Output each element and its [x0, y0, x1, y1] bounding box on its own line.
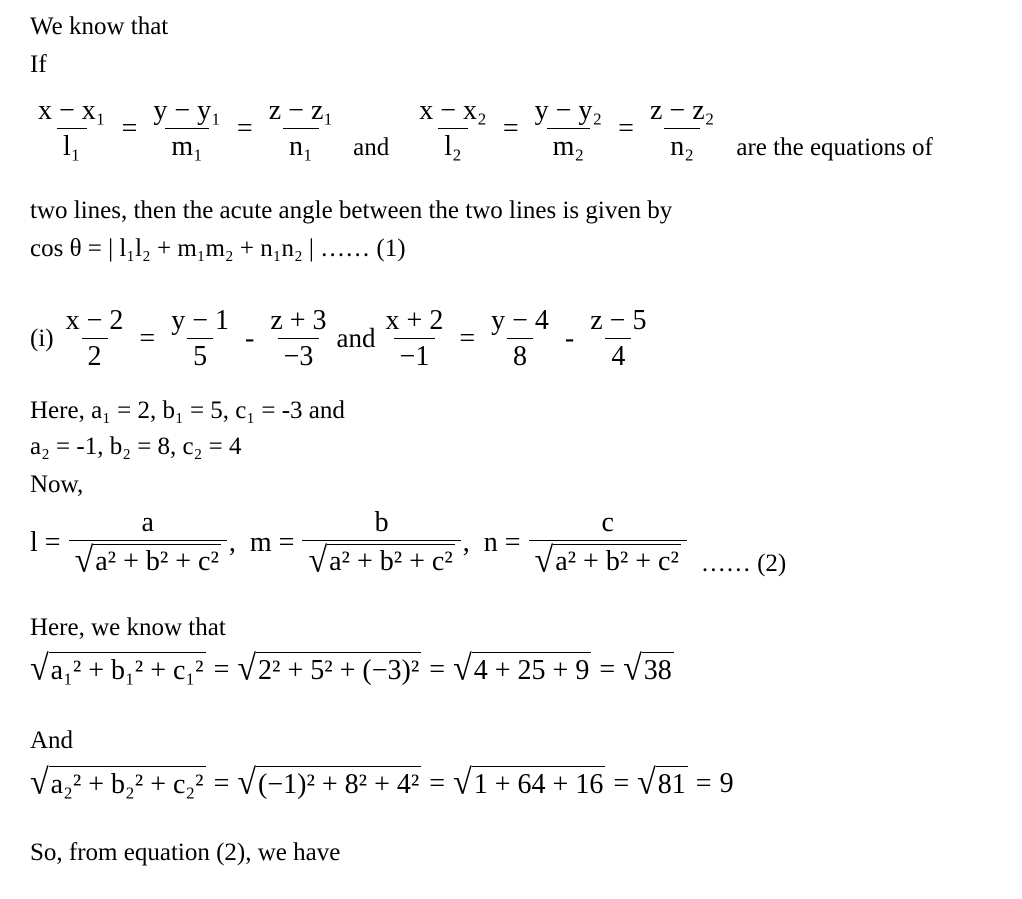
frac-den: −1	[394, 338, 436, 371]
frac-den: 8	[507, 338, 533, 371]
text-we-know: We know that	[30, 13, 169, 40]
general-equations	[30, 96, 933, 162]
frac-den: l₁	[57, 128, 87, 161]
label-n: n =	[483, 527, 521, 559]
frac-num: z − z₁	[268, 95, 334, 126]
final-value: 9	[719, 767, 734, 799]
calc-line-1: √ a₁² + b₁² + c₁² = √ 2² + 5² + (−3)² = √ 4 + 25 + 9 = √ 38	[30, 649, 672, 688]
equals-sign: =	[618, 112, 634, 144]
frac-n	[529, 507, 687, 581]
frac-z2	[644, 96, 720, 162]
sqrt-mid: √ 2² + 5² + (−3)²	[237, 649, 420, 688]
frac-num: z − 5	[590, 305, 647, 336]
frac-b	[165, 306, 235, 372]
text-and: and	[336, 323, 376, 354]
frac-c	[264, 306, 332, 372]
sqrt-result: √ 38	[623, 649, 672, 688]
text-two-lines: two lines, then the acute angle between the two lines is given by	[30, 197, 673, 224]
frac-f	[584, 306, 652, 372]
lmn-formulas: l = a √ a² + b² + c² , m = b √ a² + b² + c² , n = c √ a² + b² + c² …… (2)	[30, 507, 787, 581]
frac-d	[380, 306, 450, 372]
frac-num: y − y₁	[153, 95, 221, 126]
equals-sign: =	[121, 112, 138, 144]
radicand: 2² + 5² + (−3)²	[256, 652, 421, 687]
frac-num: x + 2	[385, 305, 444, 336]
frac-x1	[32, 96, 112, 162]
text-and: and	[353, 133, 390, 161]
sqrt-lhs: √ a₁² + b₁² + c₁²	[30, 649, 204, 688]
radicand: a² + b² + c²	[555, 546, 679, 578]
calc-line-2: √ a₂² + b₂² + c₂² = √ (−1)² + 8² + 4² = √ 1 + 64 + 16 = √ 81 = 9	[30, 763, 734, 802]
frac-num: y − 4	[491, 305, 549, 336]
equation-ref-2: …… (2)	[700, 550, 787, 578]
frac-den	[69, 540, 227, 581]
frac-num: x − x₁	[38, 95, 106, 126]
frac-den: 2	[82, 338, 108, 371]
frac-den: n₂	[664, 128, 700, 161]
frac-den: m₁	[165, 128, 209, 161]
frac-num: c	[601, 507, 614, 538]
text-equations-of: are the equations of	[736, 133, 933, 161]
equals-sign: =	[236, 112, 253, 144]
frac-num: z + 3	[270, 305, 327, 336]
frac-den	[529, 540, 687, 581]
radicand: a₁² + b₁² + c₁²	[49, 652, 206, 687]
radicand: 4 + 25 + 9	[472, 652, 592, 687]
text-here-a1: Here, a₁ = 2, b₁ = 5, c₁ = -3 and	[30, 397, 345, 424]
frac-den: n₁	[283, 128, 319, 161]
frac-num: a	[141, 507, 154, 538]
sqrt-mid: √ (−1)² + 8² + 4²	[237, 763, 420, 802]
frac-l	[69, 507, 227, 581]
frac-num: b	[374, 507, 389, 538]
sqrt-sum: √ 1 + 64 + 16	[453, 763, 604, 802]
text-if: If	[30, 51, 47, 78]
radicand: a₂² + b₂² + c₂²	[49, 766, 206, 801]
frac-num: x − 2	[65, 305, 124, 336]
frac-x2	[413, 96, 493, 162]
sqrt-result: √ 81	[637, 763, 686, 802]
frac-z1	[263, 96, 339, 162]
frac-y1	[147, 96, 227, 162]
frac-num: x − x₂	[419, 95, 487, 126]
frac-den: 5	[187, 338, 213, 371]
frac-den	[302, 540, 460, 581]
equation-cos-theta: cos θ = | l₁l₂ + m₁m₂ + n₁n₂ | …… (1)	[30, 235, 406, 262]
radicand: (−1)² + 8² + 4²	[256, 766, 421, 801]
sqrt-expr: √ a² + b² + c²	[308, 541, 453, 581]
text-and: And	[30, 727, 74, 754]
equals-sign: =	[139, 322, 156, 354]
frac-m	[302, 507, 460, 581]
frac-den: l₂	[438, 128, 468, 161]
text-now: Now,	[30, 471, 84, 498]
sqrt-expr: √ a² + b² + c²	[534, 541, 679, 581]
frac-num: y − 1	[171, 305, 229, 336]
frac-num: z − z₂	[649, 95, 715, 126]
frac-num: y − y₂	[534, 95, 603, 126]
radicand: a² + b² + c²	[329, 546, 453, 578]
radicand: 81	[656, 766, 688, 801]
equals-sign: =	[502, 112, 519, 144]
frac-den: 4	[605, 338, 631, 371]
sqrt-sum: √ 4 + 25 + 9	[453, 649, 590, 688]
frac-den: m₂	[547, 128, 591, 161]
part-i-equations	[30, 306, 654, 372]
frac-y2	[529, 96, 609, 162]
radicand: a² + b² + c²	[95, 546, 219, 578]
minus-sign: -	[245, 322, 255, 354]
minus-sign: -	[564, 322, 575, 354]
equals-sign: =	[459, 322, 476, 354]
part-label: (i)	[30, 324, 54, 352]
text-here-we-know: Here, we know that	[30, 614, 226, 641]
frac-e	[485, 306, 555, 372]
sqrt-expr: √ a² + b² + c²	[74, 541, 219, 581]
radicand: 38	[642, 652, 674, 687]
text-a2: a₂ = -1, b₂ = 8, c₂ = 4	[30, 433, 242, 460]
sqrt-lhs: √ a₂² + b₂² + c₂²	[30, 763, 204, 802]
frac-den: −3	[278, 338, 320, 371]
text-so-from: So, from equation (2), we have	[30, 839, 341, 866]
frac-a	[60, 306, 130, 372]
label-l: l =	[30, 527, 61, 559]
label-m: m =	[249, 527, 295, 559]
radicand: 1 + 64 + 16	[472, 766, 606, 801]
